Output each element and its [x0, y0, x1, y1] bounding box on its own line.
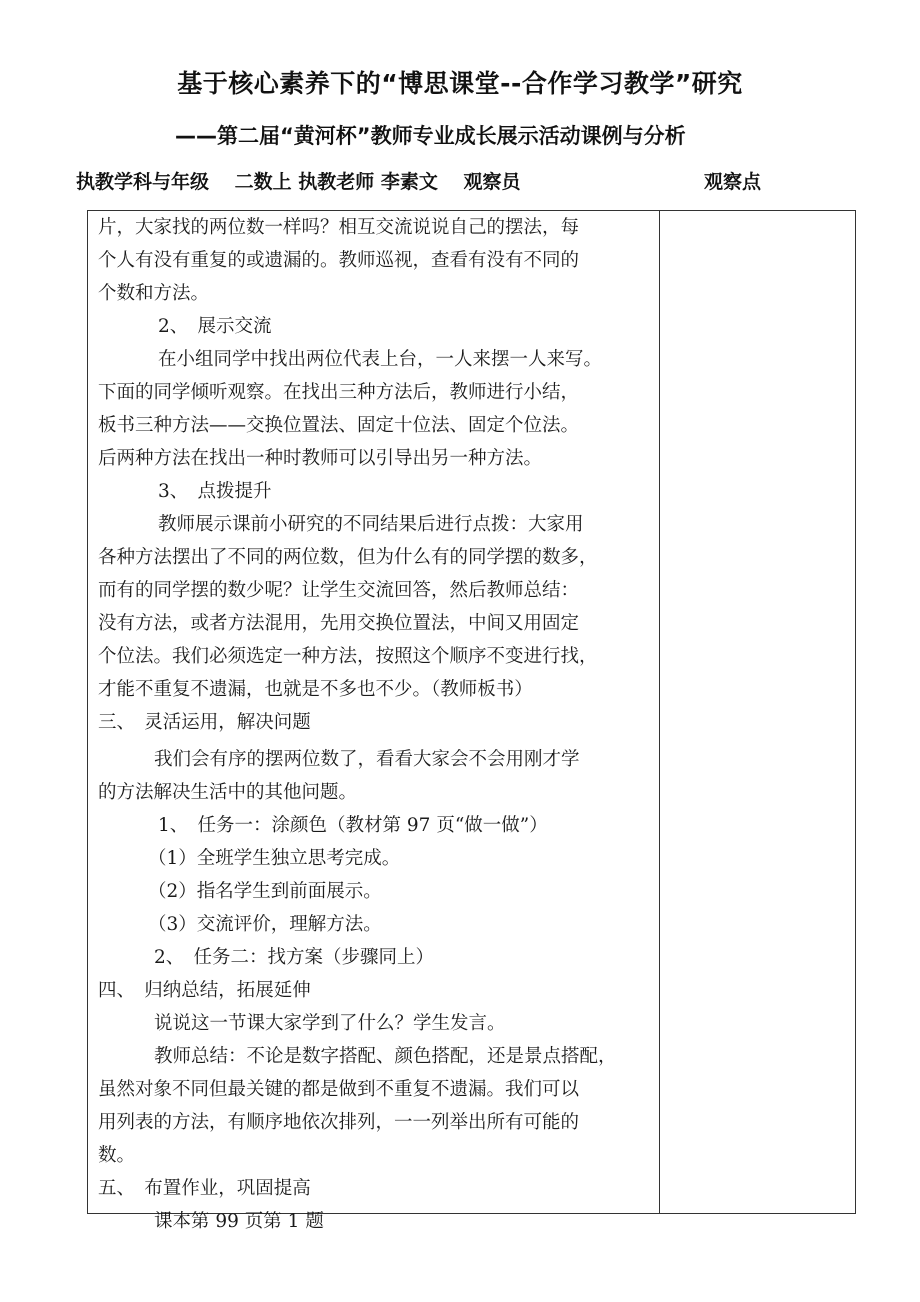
text-line: 虽然对象不同但最关键的都是做到不重复不遗漏。我们可以: [98, 1079, 580, 1100]
text-line: 课本第 99 页第 1 题: [154, 1211, 324, 1232]
text-line: 而有的同学摆的数少呢？让学生交流回答，然后教师总结：: [98, 580, 580, 601]
text-line: 个数和方法。: [98, 283, 210, 304]
text-line: 个人有没有重复的或遗漏的。教师巡视，查看有没有不同的: [98, 250, 580, 271]
text-line: 没有方法，或者方法混用，先用交换位置法，中间又用固定: [98, 613, 580, 634]
task-step: （1）全班学生独立思考完成。: [148, 848, 401, 869]
lesson-table: [87, 210, 856, 1232]
text-line: 个位法。我们必须选定一种方法，按照这个顺序不变进行找，: [98, 646, 598, 667]
text-line: 才能不重复不遗漏，也就是不多也不少。（教师板书）: [98, 679, 533, 700]
text-line: 各种方法摆出了不同的两位数，但为什么有的同学摆的数多，: [98, 547, 598, 568]
task-step: （2）指名学生到前面展示。: [148, 881, 382, 902]
section-heading: 3、 点拨提升: [158, 481, 272, 502]
text-line: 下面的同学倾听观察。在找出三种方法后，教师进行小结，: [98, 382, 580, 403]
text-line: 数。: [98, 1145, 136, 1166]
task-step: （3）交流评价，理解方法。: [148, 914, 382, 935]
section-heading: 五、 布置作业，巩固提高: [98, 1178, 311, 1199]
lesson-info: 执教学科与年级 二数上 执教老师 李素文 观察员: [76, 171, 521, 193]
text-line: 教师展示课前小研究的不同结果后进行点拨：大家用: [158, 514, 584, 535]
column-divider: [659, 211, 660, 1213]
section-heading: 2、 展示交流: [158, 316, 272, 337]
text-line: 教师总结：不论是数字搭配、颜色搭配，还是景点搭配，: [154, 1046, 617, 1067]
document-title: 基于核心素养下的“博思课堂--合作学习教学”研究: [177, 69, 743, 98]
task-heading: 2、 任务二：找方案（步骤同上）: [154, 947, 435, 968]
task-heading: 1、 任务一：涂颜色（教材第 97 页“做一做”）: [158, 815, 548, 836]
section-heading: 三、 灵活运用，解决问题: [98, 712, 311, 733]
text-line: 的方法解决生活中的其他问题。: [98, 782, 358, 803]
section-heading: 四、 归纳总结，拓展延伸: [98, 980, 311, 1001]
text-line: 我们会有序的摆两位数了，看看大家会不会用刚才学: [154, 749, 580, 770]
text-line: 片，大家找的两位数一样吗？相互交流说说自己的摆法，每: [98, 217, 580, 238]
document-subtitle: ——第二届“黄河杯”教师专业成长展示活动课例与分析: [175, 124, 686, 148]
text-line: 在小组同学中找出两位代表上台，一人来摆一人来写。: [158, 349, 603, 370]
text-line: 说说这一节课大家学到了什么？学生发言。: [154, 1013, 506, 1034]
text-line: 用列表的方法，有顺序地依次排列，一一列举出所有可能的: [98, 1112, 580, 1133]
lesson-content-cell: [98, 211, 654, 1238]
observation-point-header: 观察点: [704, 171, 762, 193]
text-line: 后两种方法在找出一种时教师可以引导出另一种方法。: [98, 448, 543, 469]
text-line: 板书三种方法——交换位置法、固定十位法、固定个位法。: [98, 415, 580, 436]
